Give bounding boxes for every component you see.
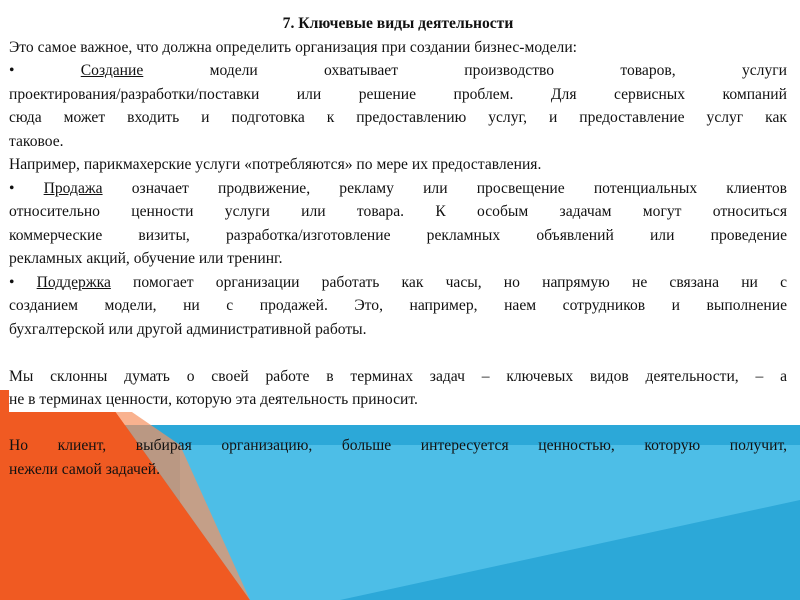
support-line-3: бухгалтерской или другой административной работы. bbox=[9, 320, 367, 338]
creation-line-4: таковое. bbox=[9, 132, 64, 150]
support-text-line-1: помогает организации работать как часы, но напрямую не связана ни с bbox=[110, 273, 788, 291]
intro-paragraph: Это самое важное, что должна определить организация при создании бизнес-модели: bbox=[9, 38, 578, 56]
creation-bullet: • bbox=[9, 62, 15, 79]
support-term: Поддержка bbox=[36, 273, 111, 291]
creation-text-line-1: модели охватывает производство товаров, услуги bbox=[143, 62, 787, 79]
example-paragraph: Например, парикмахерские услуги «потребляются» по мере их предоставления. bbox=[9, 156, 542, 173]
tasks-line-2: не в терминах ценности, которую эта деятельность приносит. bbox=[9, 391, 418, 408]
sales-line-3: коммерческие визиты, разработка/изготовление рекламных объявлений или проведение bbox=[9, 226, 787, 244]
tasks-line-1: Мы склонны думать о своей работе в терминах задач – ключевых видов деятельности, – а bbox=[9, 367, 787, 385]
support-line-1 bbox=[9, 271, 787, 295]
upper-text-panel bbox=[9, 0, 787, 412]
creation-term: Создание bbox=[80, 62, 144, 79]
sales-line-1 bbox=[9, 177, 787, 201]
creation-line-2: проектирования/разработки/поставки или решение проблем. Для сервисных компаний bbox=[9, 85, 787, 103]
slide-text-content bbox=[9, 0, 787, 481]
paragraph-gap-2 bbox=[9, 412, 787, 436]
sales-line-4: рекламных акций, обучение или тренинг. bbox=[9, 250, 283, 267]
support-bullet: • bbox=[9, 273, 37, 291]
sales-term: Продажа bbox=[43, 179, 103, 197]
slide-title: 7. Ключевые виды деятельности bbox=[282, 15, 514, 32]
sales-text-line-1: означает продвижение, рекламу или просвещение потенциальных клиентов bbox=[102, 179, 788, 197]
creation-line-3: сюда может входить и подготовка к предоставлению услуг, и предоставление услуг как bbox=[9, 109, 787, 126]
creation-line-1 bbox=[9, 59, 787, 83]
support-line-2: созданием модели, ни с продажей. Это, например, наем сотрудников и выполнение bbox=[9, 297, 787, 314]
paragraph-gap bbox=[9, 341, 787, 365]
client-line-1: Но клиент, выбирая организацию, больше интересуется ценностью, которую получит, bbox=[9, 437, 787, 454]
sales-bullet: • bbox=[9, 179, 44, 197]
sales-line-2: относительно ценности услуги или товара. К особым задачам могут относиться bbox=[9, 203, 787, 220]
client-line-2: нежели самой задачей. bbox=[9, 460, 161, 478]
